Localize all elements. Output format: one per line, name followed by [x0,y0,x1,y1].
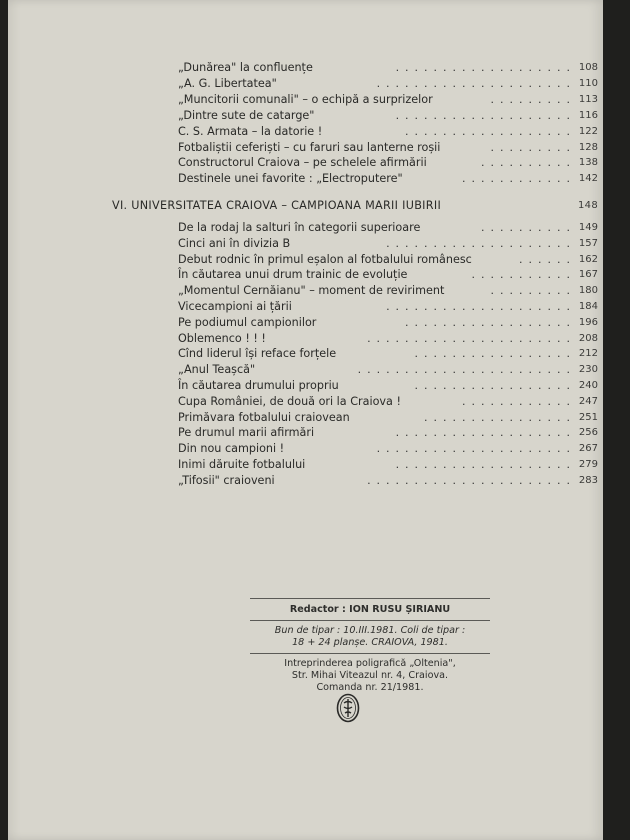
toc-entry [178,236,598,252]
toc-entry-page-number: 142 [578,173,598,185]
toc-entry-title: Cupa României, de două ori la Craiova ! [178,394,401,408]
toc-entry-page-number: 110 [578,77,598,89]
toc-entry [178,346,598,362]
toc-entry-title: Pe podiumul campionilor [178,315,317,329]
toc-entry-title: Cînd liderul își reface forțele [178,347,337,361]
toc-entry-page-number: 240 [578,380,598,391]
toc-entry [178,252,598,268]
toc-entry [178,473,598,489]
toc-leader-dots: .......... [481,221,576,234]
toc-entry-page-number: 251 [578,411,598,423]
imprint-rule-2 [250,653,490,654]
toc-entry-title: Din nou campioni ! [178,442,285,456]
toc-entry [178,378,598,394]
toc-leader-dots: ...................... [367,473,576,487]
toc-entry-page-number: 122 [578,125,598,137]
toc-entry-title: Inimi dăruite fotbalului [178,458,306,471]
toc-leader-dots: ..................... [376,76,576,90]
imprint-rule [250,620,490,621]
toc-leader-dots: ................. [414,379,576,392]
toc-leader-dots: ................... [395,61,576,74]
toc-entry [178,76,598,92]
toc-leader-dots: .................. [405,315,576,329]
toc-entry-page-number: 149 [578,222,598,233]
print-info-line-2: 18 + 24 planșe. CRAIOVA, 1981. [292,637,448,648]
printer-line-1: Intreprinderea poligrafică „Oltenia", [284,658,456,669]
imprint-block [250,598,490,694]
toc-entry-title: Vicecampioni ai țării [178,300,292,313]
toc-entry-page-number: 116 [578,109,598,121]
toc-entry-title: „Tifosii" craioveni [178,473,275,487]
toc-entry [178,425,598,441]
toc-entry-page-number: 230 [578,364,598,376]
toc-entry-title: „Momentul Cernăianu" – moment de reviriment [178,284,445,298]
toc-leader-dots: ......... [490,284,576,298]
toc-entry-title: Constructorul Craiova – pe schelele afirmării [178,156,427,170]
toc-entry [178,155,598,171]
toc-entry [178,410,598,426]
toc-entry-page-number: 128 [578,141,598,153]
toc-leader-dots: ......... [490,92,576,106]
toc-entry [178,315,598,331]
toc-entry-page-number: 208 [578,332,598,344]
toc-entry [178,457,598,473]
toc-leader-dots: ............ [462,394,576,408]
toc-leader-dots: .................... [386,236,576,250]
toc-entry-page-number: 113 [578,93,598,105]
toc-leader-dots: ...................... [367,331,576,345]
toc-entry-page-number: 212 [578,348,598,360]
toc-entry [178,362,598,378]
toc-entry-page-number: 162 [578,253,598,265]
toc-entry [178,220,598,236]
toc-entry [178,331,598,347]
section-heading [112,198,598,214]
toc-entry [178,124,598,140]
toc-entry [178,92,598,108]
toc-entry-page-number: 283 [578,474,598,486]
toc-entry-title: Debut rodnic în primul eșalon al fotbalului românesc [178,252,472,266]
toc-leader-dots: ................... [395,458,576,471]
toc-entry-title: „A. G. Libertatea" [178,76,277,90]
toc-entry-title: „Dintre sute de catarge" [178,108,315,122]
toc-leader-dots: ........... [471,268,576,282]
toc-entry-page-number: 279 [578,459,598,470]
toc-entry-title: Fotbaliștii ceferiști – cu faruri sau lanterne roșii [178,140,441,154]
toc-entry-title: Primăvara fotbalului craiovean [178,410,350,424]
imprint-rule-top [250,598,490,599]
toc-entry-page-number: 256 [578,427,598,439]
toc-leader-dots: .................... [386,300,576,313]
toc-entry-title: În căutarea drumului propriu [178,379,339,392]
section-page-number: 148 [578,200,598,211]
toc-leader-dots: .......... [481,156,576,170]
toc-entry-title: Destinele unei favorite : „Electroputere" [178,172,403,186]
toc-entry [178,108,598,124]
toc-entry-page-number: 138 [578,157,598,169]
toc-entry-title: Cinci ani în divizia B [178,236,291,250]
toc-entry-title: „Dunărea" la confluențe [178,61,313,74]
section-title: VI. UNIVERSITATEA CRAIOVA – CAMPIOANA MARII IUBIRII [112,199,442,212]
book-page [8,0,603,840]
toc-leader-dots: ......... [490,140,576,154]
printer-line-2: Str. Mihai Viteazul nr. 4, Craiova. [291,670,449,681]
toc-leader-dots: ................. [414,347,576,361]
publisher-logo-icon [336,693,360,723]
toc-leader-dots: ................... [395,426,576,440]
toc-leader-dots: ...... [519,252,576,266]
toc-entry [178,394,598,410]
toc-leader-dots: ................... [395,108,576,122]
toc-entry-page-number: 267 [578,443,598,455]
editor-line: Redactor : ION RUSU ȘIRIANU [289,604,451,615]
toc-entry-page-number: 167 [578,269,598,281]
toc-entry-page-number: 196 [578,316,598,328]
toc-entry-title: Pe drumul marii afirmări [178,426,315,440]
toc-leader-dots: .................. [405,124,576,138]
toc-entry-page-number: 108 [578,62,598,73]
printer-line-3: Comanda nr. 21/1981. [316,682,424,693]
toc-entry [178,60,598,76]
toc-entry [178,267,598,283]
toc-entry [178,299,598,315]
toc-entry-title: De la rodaj la salturi în categorii superioare [178,221,421,234]
toc-entry [178,283,598,299]
toc-entry-page-number: 247 [578,395,598,407]
toc-entry-page-number: 184 [578,301,598,312]
toc-entry-title: „Anul Teașcă" [178,363,256,377]
toc-entry [178,171,598,187]
toc-entry-title: Oblemenco ! ! ! [178,331,266,345]
toc-leader-dots: ................ [424,410,576,424]
toc-entry-page-number: 180 [578,285,598,297]
print-info-line-1: Bun de tipar : 10.III.1981. Coli de tipar : [274,625,466,636]
toc-entry-title: C. S. Armata – la datorie ! [178,124,323,138]
toc-entry-page-number: 157 [578,237,598,249]
toc-entry-title: „Muncitorii comunali" – o echipă a surprizelor [178,92,433,106]
toc-leader-dots: ..................... [376,442,576,456]
toc-leader-dots: ....................... [357,363,576,377]
toc-entry [178,140,598,156]
toc-entry [178,441,598,457]
toc-entry-title: În căutarea unui drum trainic de evoluție [178,268,408,282]
toc-leader-dots: ............ [462,172,576,186]
